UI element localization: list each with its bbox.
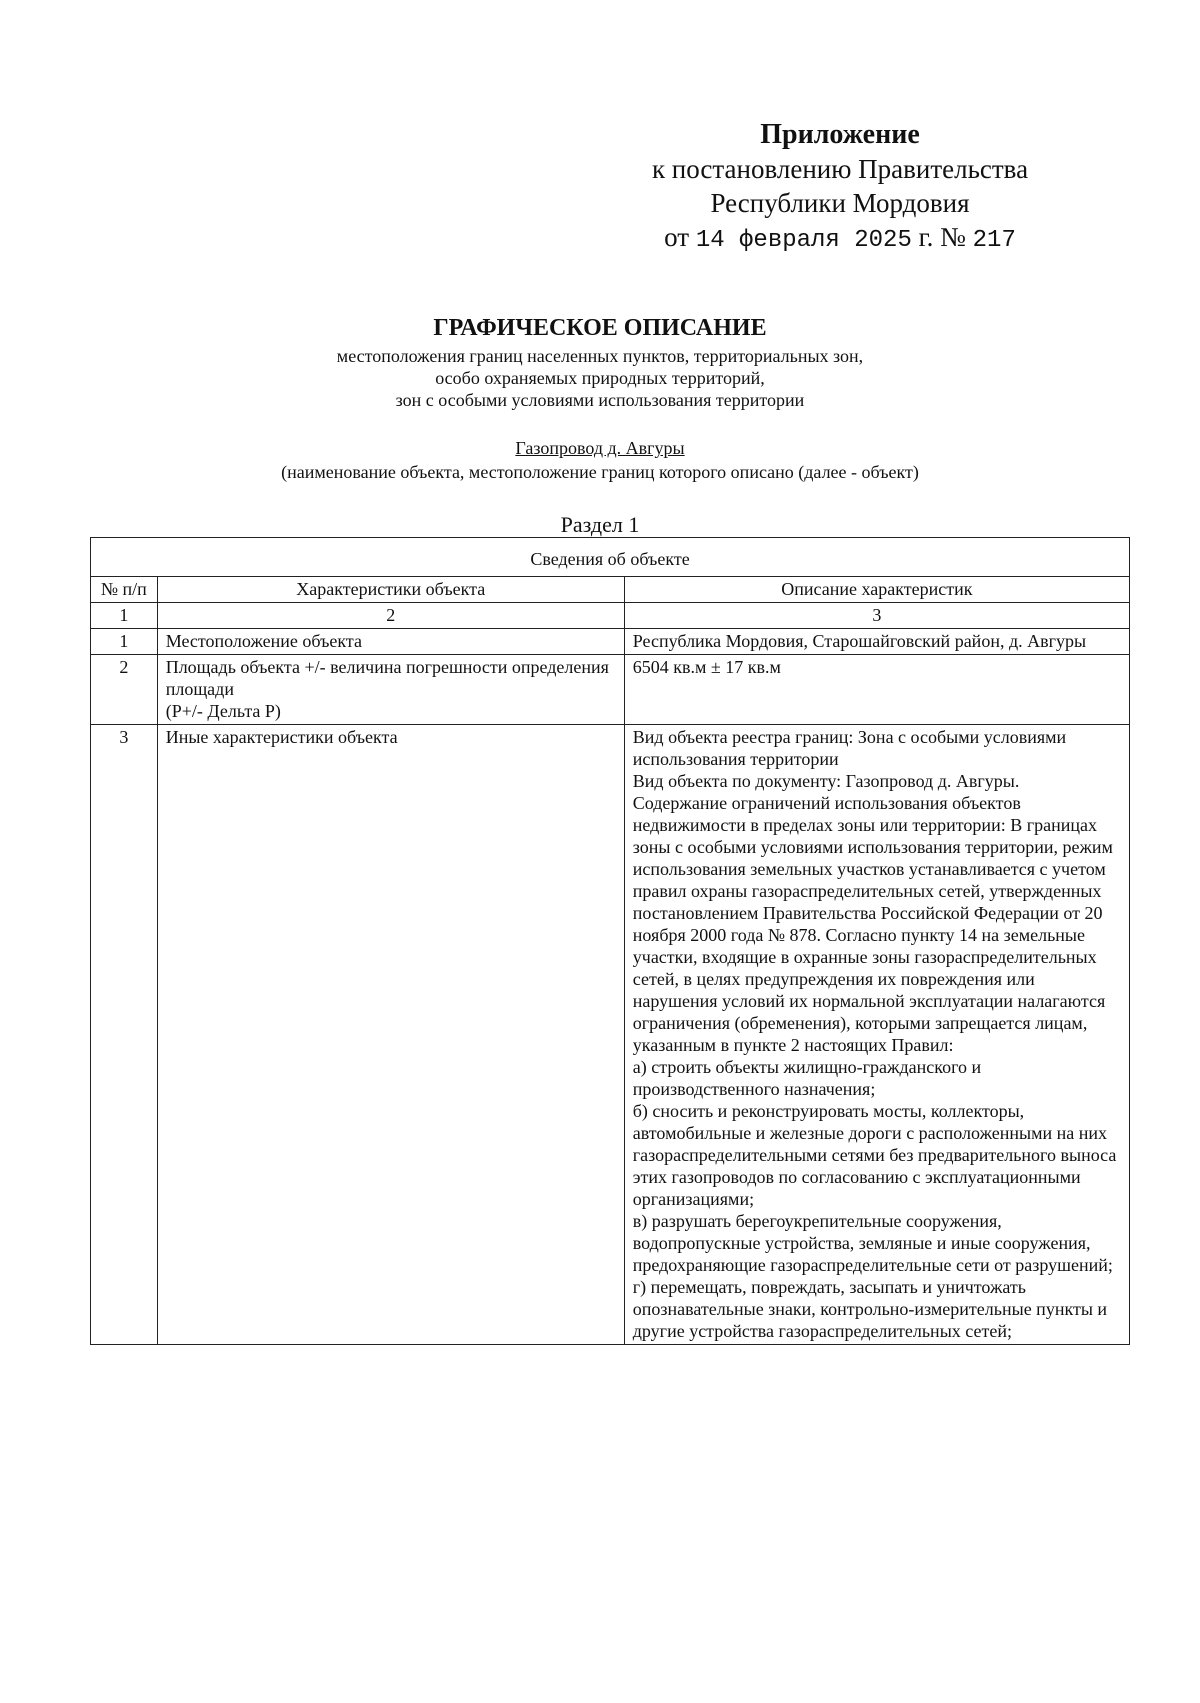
row-number: 1 (91, 629, 158, 655)
table-row (91, 725, 1130, 1345)
header-num: № п/п (91, 577, 158, 603)
date-mid: г. № (918, 222, 966, 252)
column-number: 1 (91, 603, 158, 629)
description-paragraph: Республика Мордовия, Старошайговский район, д. Авгуры (632, 631, 1087, 651)
row-description (624, 629, 1129, 655)
subtitle-line: местоположения границ населенных пунктов, территориальных зон, (336, 346, 864, 366)
row-characteristic: Местоположение объекта (157, 629, 624, 655)
column-number: 3 (624, 603, 1129, 629)
characteristic-line: (P+/- Дельта P) (165, 701, 281, 721)
appendix-line-1: к постановлению Правительства (651, 154, 1029, 184)
row-characteristic: Иные характеристики объекта (157, 725, 624, 1345)
description-paragraph: Содержание ограничений использования объектов недвижимости в пределах зоны или территории: В границах зоны с особыми условиями использования территории, режим использования земельных участков устанавливается с учетом правил охраны газораспределительных сетей, утвержденных постановлением Правительства Российской Федерации от 20 ноября 2000 года № 878. Согласно пункту 14 на земельные участки, входящие в охранные зоны газораспределительных сетей, в целях предупреждения их повреждения или нарушения условий их нормальной эксплуатации налагаются ограничения (обременения), которыми запрещается лицам, указанным в пункте 2 настоящих Правил: (632, 793, 1113, 1055)
table-row (91, 655, 1130, 725)
table-caption: Сведения об объекте (91, 538, 1130, 577)
subtitle-line: зон с особыми условиями использования территории (395, 390, 805, 410)
table-row (91, 629, 1130, 655)
resolution-number: 217 (972, 227, 1016, 254)
appendix-header (560, 118, 1120, 258)
column-number-row (91, 603, 1130, 629)
document-title: ГРАФИЧЕСКОЕ ОПИСАНИЕ (433, 315, 767, 341)
document-subtitle (0, 345, 1200, 411)
appendix-date-line (560, 220, 1120, 258)
description-paragraph: Вид объекта по документу: Газопровод д. Авгуры. (632, 771, 1020, 791)
table-header-row (91, 577, 1130, 603)
object-caption: (наименование объекта, местоположение границ которого описано (далее - объект) (281, 462, 919, 482)
section-label: Раздел 1 (560, 512, 640, 537)
column-number: 2 (157, 603, 624, 629)
row-characteristic (157, 655, 624, 725)
description-paragraph: Вид объекта реестра границ: Зона с особыми условиями использования территории (632, 727, 1067, 769)
subtitle-line: особо охраняемых природных территорий, (435, 368, 765, 388)
row-description (624, 655, 1129, 725)
row-description (624, 725, 1129, 1345)
description-paragraph: г) перемещать, повреждать, засыпать и уничтожать опознавательные знаки, контрольно-измерительные пункты и другие устройства газораспределительных сетей; (632, 1277, 1108, 1341)
description-paragraph: а) строить объекты жилищно-гражданского и производственного назначения; (632, 1057, 982, 1099)
object-name: Газопровод д. Авгуры (515, 438, 685, 458)
date-prefix: от (664, 222, 690, 252)
row-number: 2 (91, 655, 158, 725)
row-number: 3 (91, 725, 158, 1345)
header-description: Описание характеристик (624, 577, 1129, 603)
description-paragraph: б) сносить и реконструировать мосты, коллекторы, автомобильные и железные дороги с расположенными на них газораспределительными сетями без предварительного выноса этих газопроводов по согласованию с эксплуатационными организациями; (632, 1101, 1117, 1209)
object-info-table (90, 537, 1130, 1345)
table-caption-row (91, 538, 1130, 577)
appendix-title: Приложение (760, 119, 920, 150)
header-characteristic: Характеристики объекта (157, 577, 624, 603)
appendix-line-2: Республики Мордовия (710, 188, 970, 218)
characteristic-line: Площадь объекта +/- величина погрешности определения площади (165, 657, 609, 699)
date-value: 14 февраля 2025 (695, 227, 912, 254)
description-paragraph: в) разрушать берегоукрепительные сооружения, водопропускные устройства, земляные и иные сооружения, предохраняющие газораспределительные сети от разрушений; (632, 1211, 1113, 1275)
description-paragraph: 6504 кв.м ± 17 кв.м (632, 657, 781, 677)
